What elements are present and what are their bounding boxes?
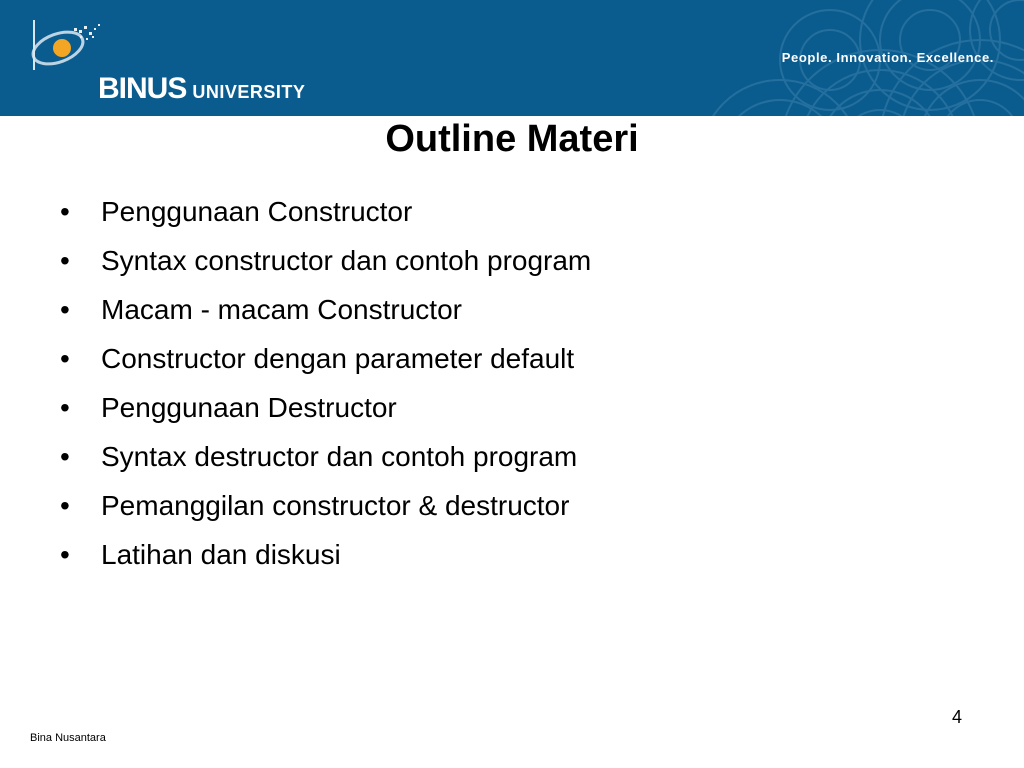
bullet-glyph: •	[60, 245, 70, 276]
logo-wordmark	[98, 72, 305, 106]
list-item-text: Macam - macam Constructor	[101, 294, 462, 325]
list-item	[60, 486, 591, 535]
bullet-glyph: •	[60, 294, 70, 325]
list-item	[60, 339, 591, 388]
list-item-text: Penggunaan Destructor	[101, 392, 397, 423]
page-number: 4	[951, 707, 962, 727]
list-item	[60, 192, 591, 241]
logo-suffix: UNIVERSITY	[192, 82, 306, 102]
list-item-text: Syntax constructor dan contoh program	[101, 245, 592, 276]
bullet-glyph: •	[60, 392, 70, 423]
list-item	[60, 388, 591, 437]
list-item-text: Pemanggilan constructor & destructor	[101, 490, 570, 521]
list-item	[60, 290, 591, 339]
list-item	[60, 437, 591, 486]
list-item-text: Syntax destructor dan contoh program	[101, 441, 578, 472]
binus-logo	[28, 18, 306, 105]
slide-title: Outline Materi	[385, 118, 639, 160]
tagline: People. Innovation. Excellence.	[781, 50, 994, 65]
bullet-glyph: •	[60, 539, 70, 570]
slide-header	[0, 0, 1024, 116]
list-item-text: Penggunaan Constructor	[101, 196, 413, 227]
list-item	[60, 241, 591, 290]
bullet-glyph: •	[60, 441, 70, 472]
bullet-glyph: •	[60, 196, 70, 227]
footer-text: Bina Nusantara	[30, 732, 106, 744]
bullet-glyph: •	[60, 343, 70, 374]
list-item-text: Latihan dan diskusi	[101, 539, 341, 570]
list-item-text: Constructor dengan parameter default	[101, 343, 575, 374]
bullet-list	[60, 192, 591, 584]
binus-logo-icon	[28, 18, 118, 78]
logo-name: BINUS	[98, 72, 187, 105]
bullet-glyph: •	[60, 490, 70, 521]
list-item	[60, 535, 591, 584]
